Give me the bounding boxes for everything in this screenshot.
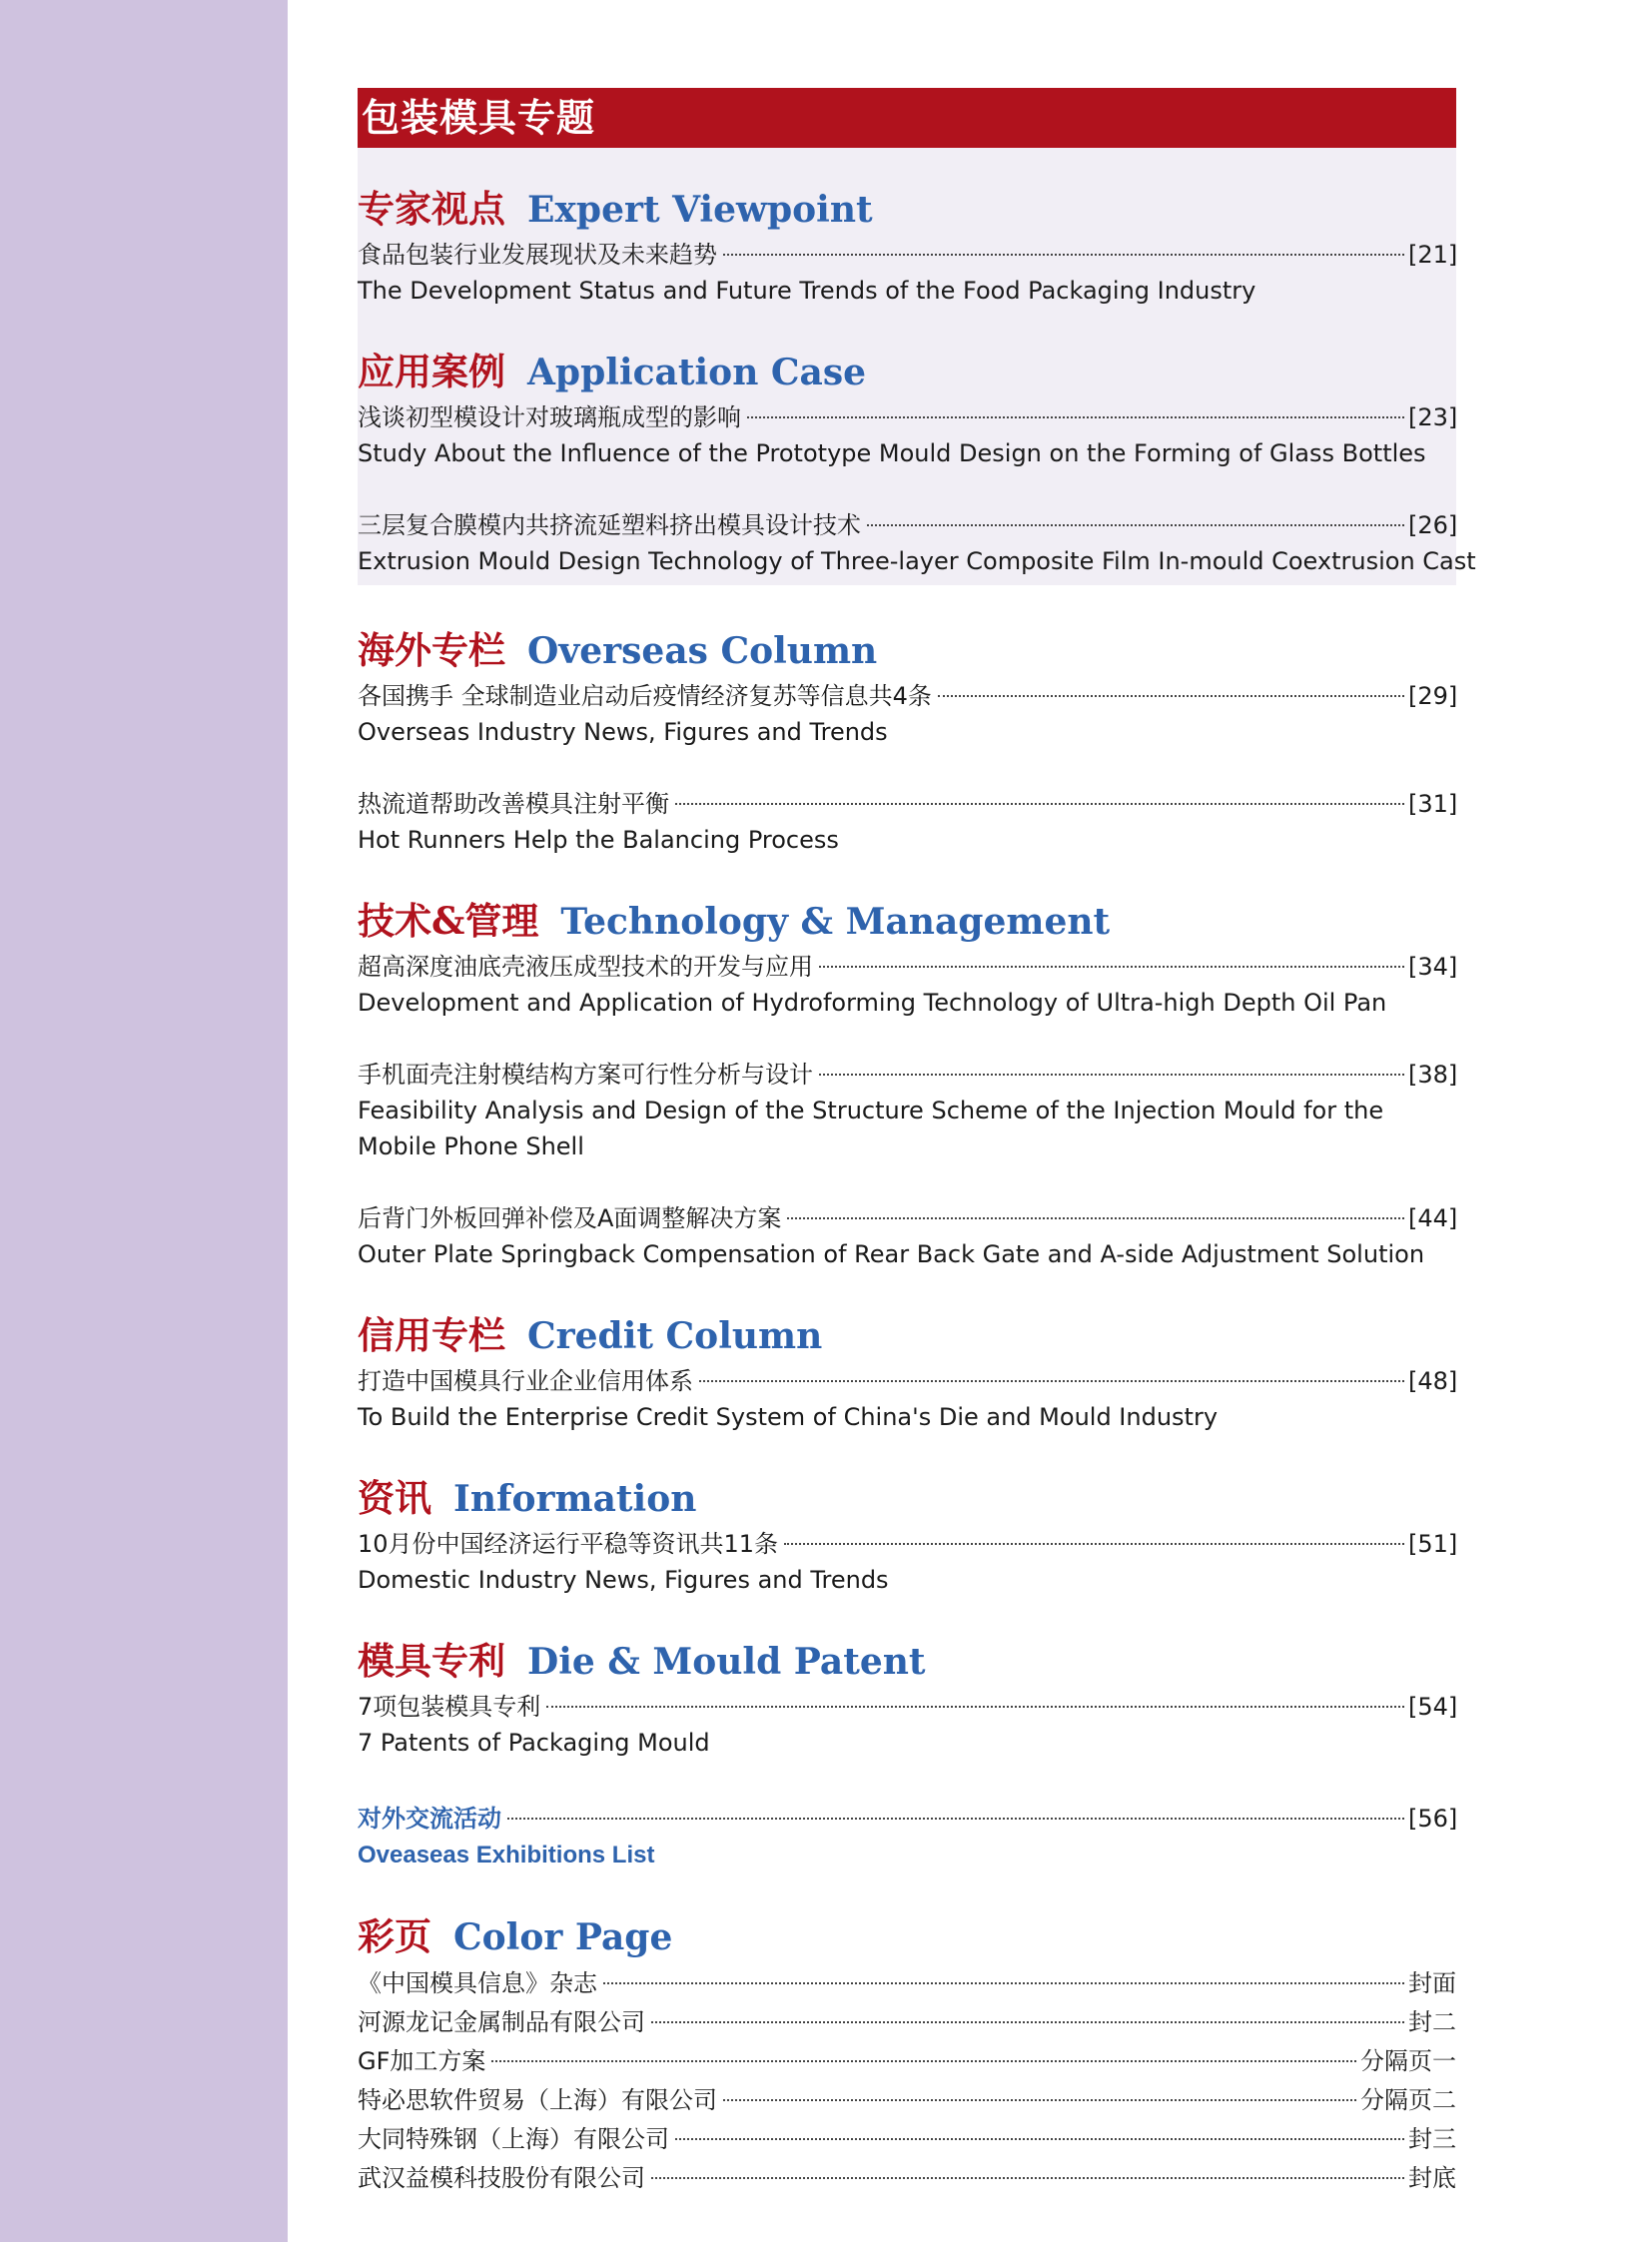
page-number: [26] xyxy=(1408,511,1458,539)
section-title-cn: 专家视点 xyxy=(358,187,505,231)
entry-title-cn: 超高深度油底壳液压成型技术的开发与应用 xyxy=(358,953,813,981)
entry-title-cn: 浅谈初型模设计对玻璃瓶成型的影响 xyxy=(358,403,741,431)
entry-title-cn: 食品包装行业发展现状及未来趋势 xyxy=(358,241,717,269)
section-title-en: Expert Viewpoint xyxy=(527,189,873,231)
toc-entry-exchange[interactable] xyxy=(358,1801,1456,1873)
section-heading xyxy=(358,349,1456,395)
advertiser-name: 河源龙记金属制品有限公司 xyxy=(358,2008,645,2036)
entry-title-en: To Build the Enterprise Credit System of China's Die and Mould Industry xyxy=(358,1403,1219,1431)
list-item[interactable] xyxy=(358,2042,1456,2081)
entry-title-cn: 后背门外板回弹补偿及A面调整解决方案 xyxy=(358,1204,782,1232)
page-location: 分隔页一 xyxy=(1360,2047,1456,2075)
section-title-en: Die & Mould Patent xyxy=(527,1641,926,1683)
page-number: [51] xyxy=(1408,1530,1458,1558)
entry-title-en: The Development Status and Future Trends of the Food Packaging Industry xyxy=(358,277,1256,305)
advertiser-name: 大同特殊钢（上海）有限公司 xyxy=(358,2125,669,2153)
list-item[interactable] xyxy=(358,2081,1456,2120)
toc-entry[interactable] xyxy=(358,237,1456,309)
list-item[interactable] xyxy=(358,2120,1456,2159)
page-location: 封三 xyxy=(1408,2125,1456,2153)
section-technology-management xyxy=(358,898,1456,1272)
entry-title-en: Domestic Industry News, Figures and Trends xyxy=(358,1566,889,1594)
page-number: [34] xyxy=(1408,953,1458,981)
toc-entry[interactable] xyxy=(358,1363,1456,1435)
section-heading xyxy=(358,1475,1456,1522)
entry-title-cn: 打造中国模具行业企业信用体系 xyxy=(358,1367,693,1395)
page-number: [29] xyxy=(1408,682,1458,710)
toc-entry[interactable] xyxy=(358,678,1456,750)
section-title-cn: 应用案例 xyxy=(358,350,505,393)
section-expert-viewpoint xyxy=(358,186,1456,309)
dot-leader xyxy=(787,1217,1404,1219)
entry-title-cn: 7项包装模具专利 xyxy=(358,1693,541,1721)
page-number: [54] xyxy=(1408,1693,1458,1721)
section-heading xyxy=(358,186,1456,233)
page-location: 封底 xyxy=(1408,2164,1456,2192)
entry-title-en: Outer Plate Springback Compensation of Rear Back Gate and A-side Adjustment Solution xyxy=(358,1240,1425,1268)
section-title-en: Overseas Column xyxy=(527,630,878,672)
entry-title-en: Study About the Influence of the Prototype Mould Design on the Forming of Glass Bottles xyxy=(358,439,1426,467)
page-number: [44] xyxy=(1408,1204,1458,1232)
color-page-list xyxy=(358,1964,1456,2198)
advertiser-name: 《中国模具信息》杂志 xyxy=(358,1969,597,1997)
special-topic-block xyxy=(358,148,1476,585)
advertiser-name: 武汉益模科技股份有限公司 xyxy=(358,2164,645,2192)
advertiser-name: 特必思软件贸易（上海）有限公司 xyxy=(358,2086,717,2114)
section-heading xyxy=(358,1638,1456,1685)
section-heading xyxy=(358,1312,1456,1359)
dot-leader xyxy=(675,803,1404,805)
section-heading xyxy=(358,898,1456,945)
dot-leader xyxy=(867,524,1404,526)
list-item[interactable] xyxy=(358,1964,1456,2003)
dot-leader xyxy=(651,2177,1404,2179)
dot-leader xyxy=(546,1706,1404,1708)
section-heading xyxy=(358,627,1456,674)
section-title-cn: 模具专利 xyxy=(358,1639,505,1683)
entry-title-cn: 热流道帮助改善模具注射平衡 xyxy=(358,790,669,818)
dot-leader xyxy=(723,2099,1356,2101)
dot-leader xyxy=(491,2060,1356,2062)
section-title-en: Technology & Management xyxy=(560,901,1111,943)
list-item[interactable] xyxy=(358,2159,1456,2198)
page-location: 封二 xyxy=(1408,2008,1456,2036)
toc-entry[interactable] xyxy=(358,949,1456,1021)
section-title-cn: 技术&管理 xyxy=(358,899,539,943)
page-number: [38] xyxy=(1408,1061,1458,1089)
side-color-band xyxy=(0,0,288,2242)
entry-title-cn: 各国携手 全球制造业启动后疫情经济复苏等信息共4条 xyxy=(358,682,932,710)
dot-leader xyxy=(651,2021,1404,2023)
toc-entry[interactable] xyxy=(358,399,1456,471)
dot-leader xyxy=(507,1818,1404,1820)
dot-leader xyxy=(603,1982,1404,1984)
toc-entry[interactable] xyxy=(358,1526,1456,1598)
dot-leader xyxy=(784,1543,1404,1545)
page-location: 分隔页二 xyxy=(1360,2086,1456,2114)
page-number: [23] xyxy=(1408,403,1458,431)
section-title-en: Credit Column xyxy=(527,1315,823,1357)
toc-entry[interactable] xyxy=(358,786,1456,858)
dot-leader xyxy=(747,416,1404,418)
entry-title-en: Hot Runners Help the Balancing Process xyxy=(358,826,839,854)
entry-title-en: Overseas Industry News, Figures and Trends xyxy=(358,718,888,746)
entry-title-en: Oveaseas Exhibitions List xyxy=(358,1842,655,1868)
section-title-en: Application Case xyxy=(527,352,867,393)
section-title-cn: 信用专栏 xyxy=(358,1313,505,1357)
entry-title-cn: 10月份中国经济运行平稳等资讯共11条 xyxy=(358,1530,779,1558)
section-information xyxy=(358,1475,1456,1598)
dot-leader xyxy=(819,966,1404,968)
section-application-case xyxy=(358,349,1476,579)
dot-leader xyxy=(675,2138,1404,2140)
page-number: [56] xyxy=(1408,1805,1458,1833)
special-topic-banner: 包装模具专题 xyxy=(358,88,1456,148)
section-title-en: Color Page xyxy=(453,1916,673,1958)
page-location: 封面 xyxy=(1408,1969,1456,1997)
entry-title-en: Extrusion Mould Design Technology of Three-layer Composite Film In-mould Coextrusion Cast xyxy=(358,547,1476,575)
entry-title-en: Development and Application of Hydroforming Technology of Ultra-high Depth Oil Pan xyxy=(358,989,1387,1017)
entry-title-en: 7 Patents of Packaging Mould xyxy=(358,1729,710,1757)
entry-title-en: Feasibility Analysis and Design of the Structure Scheme of the Injection Mould for the Mobile Phone Shell xyxy=(358,1097,1384,1160)
toc-entry[interactable] xyxy=(358,1200,1456,1272)
section-credit-column xyxy=(358,1312,1456,1435)
page-number: [31] xyxy=(1408,790,1458,818)
section-title-cn: 资讯 xyxy=(358,1476,431,1520)
section-title-en: Information xyxy=(453,1478,697,1520)
list-item[interactable] xyxy=(358,2003,1456,2042)
table-of-contents xyxy=(358,88,1476,2198)
dot-leader xyxy=(723,254,1404,256)
dot-leader xyxy=(938,695,1404,697)
section-overseas-column xyxy=(358,627,1456,858)
entry-title-cn: 三层复合膜模内共挤流延塑料挤出模具设计技术 xyxy=(358,511,861,539)
entry-title-cn: 手机面壳注射模结构方案可行性分析与设计 xyxy=(358,1061,813,1089)
section-heading xyxy=(358,1913,1456,1960)
entry-title-cn: 对外交流活动 xyxy=(358,1806,501,1833)
section-die-mould-patent xyxy=(358,1638,1456,1761)
toc-entry[interactable] xyxy=(358,1057,1456,1164)
advertiser-name: GF加工方案 xyxy=(358,2047,486,2075)
toc-entry[interactable] xyxy=(358,1689,1456,1761)
dot-leader xyxy=(819,1074,1404,1076)
section-color-page xyxy=(358,1913,1456,2198)
dot-leader xyxy=(699,1380,1404,1382)
page-number: [48] xyxy=(1408,1367,1458,1395)
section-title-cn: 海外专栏 xyxy=(358,628,505,672)
section-title-cn: 彩页 xyxy=(358,1914,431,1958)
page-number: [21] xyxy=(1408,241,1458,269)
toc-entry[interactable] xyxy=(358,507,1476,579)
